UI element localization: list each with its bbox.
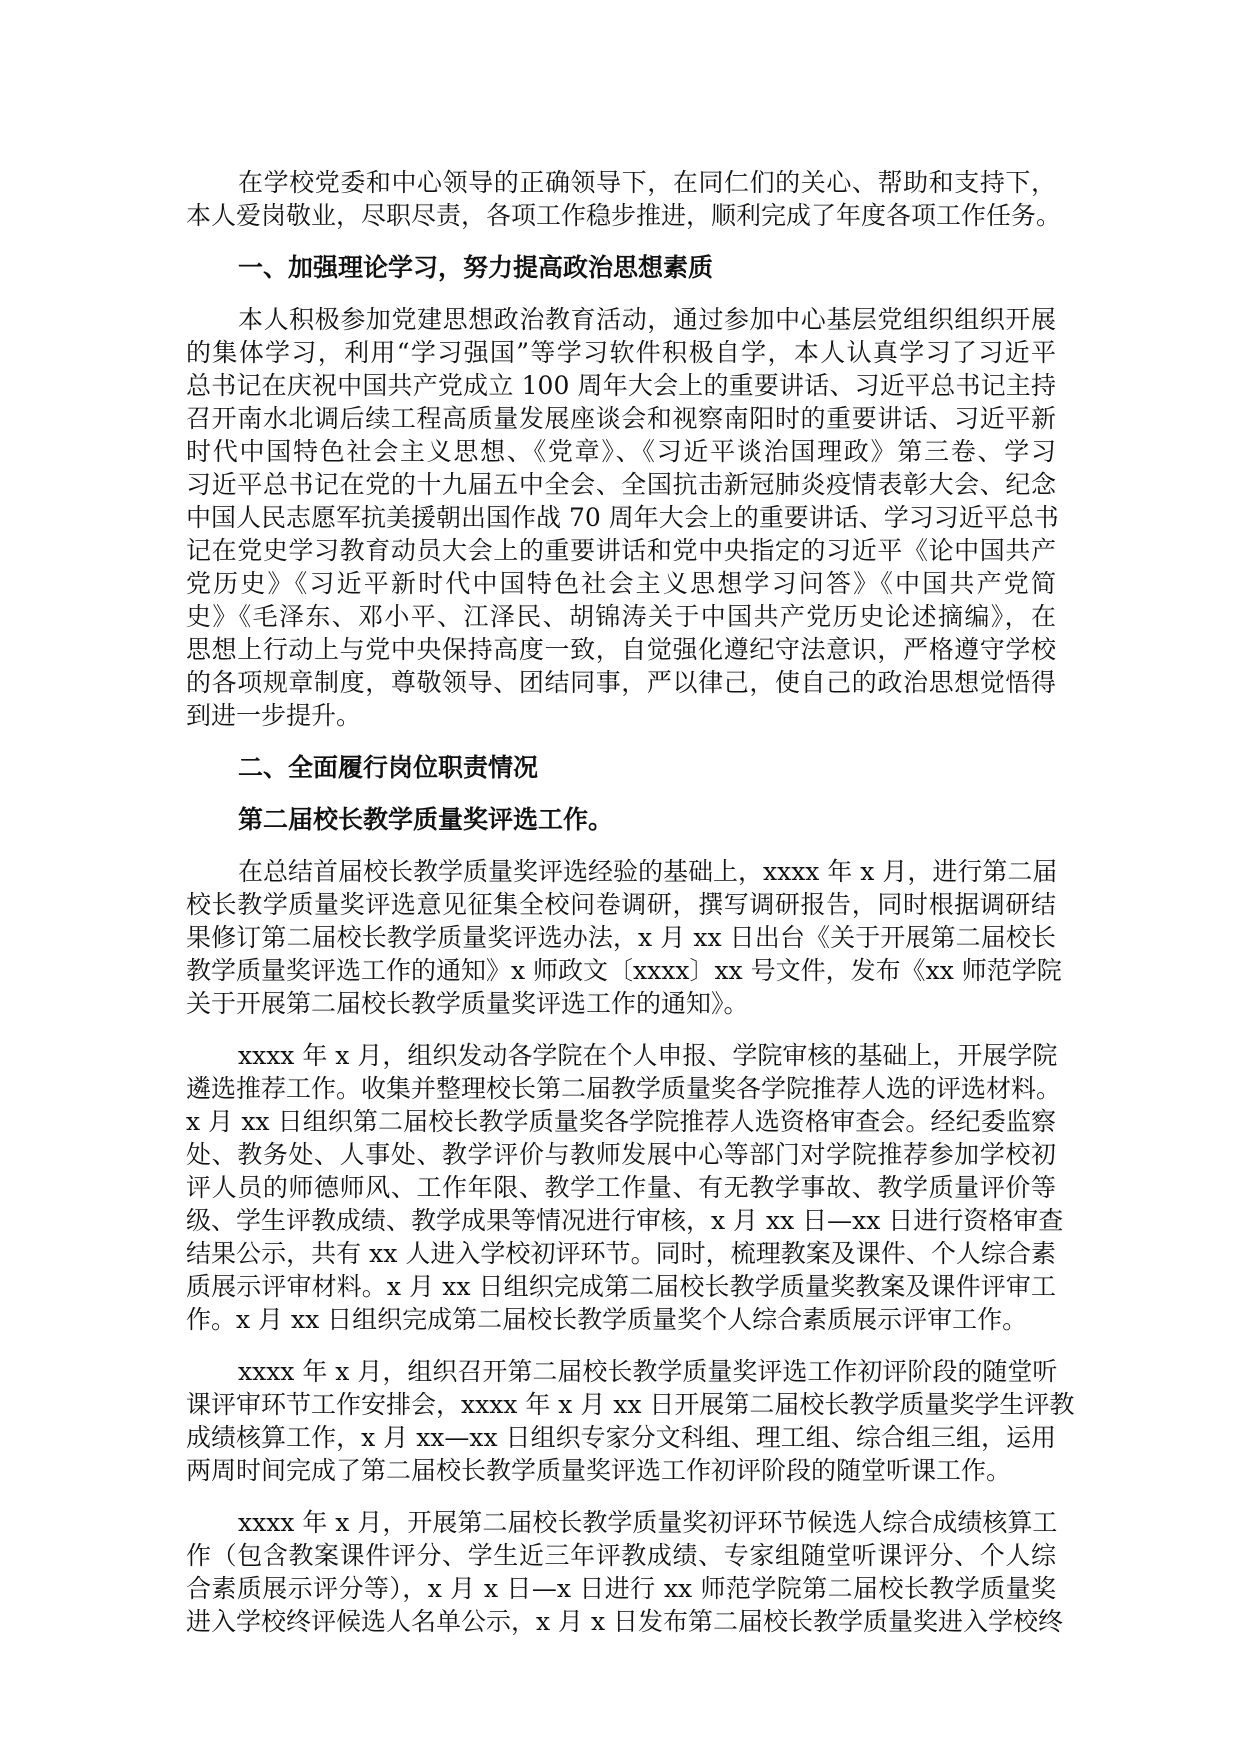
text-line: 时代中国特色社会主义思想、《党章》、《习近平谈治国理政》第三卷、学习: [186, 437, 1056, 466]
text-line: 合素质展示评分等），x 月 x 日—x 日进行 xx 师范学院第二届校长教学质量奖: [186, 1574, 1056, 1603]
text-line: 在总结首届校长教学质量奖评选经验的基础上，xxxx 年 x 月，进行第二届: [238, 857, 1058, 886]
section-1-paragraph: [186, 303, 1059, 732]
text-line: 史》《毛泽东、邓小平、江泽民、胡锦涛关于中国共产党历史论述摘编》，在: [186, 602, 1056, 631]
text-line: 进入学校终评候选人名单公示，x 月 x 日发布第二届校长教学质量奖进入学校终: [186, 1607, 1064, 1636]
text-line: xxxx 年 x 月，组织发动各学院在个人申报、学院审核的基础上，开展学院: [238, 1041, 1058, 1070]
text-line: 习近平总书记在党的十九届五中全会、全国抗击新冠肺炎疫情表彰大会、纪念: [186, 470, 1056, 499]
section-1-heading: 一、加强理论学习，努力提高政治思想素质: [238, 253, 714, 282]
text-line: 作。x 月 xx 日组织完成第二届校长教学质量奖个人综合素质展示评审工作。: [186, 1305, 1028, 1334]
intro-paragraph: [186, 166, 1062, 232]
text-line: 两周时间完成了第二届校长教学质量奖评选工作初评阶段的随堂听课工作。: [186, 1456, 1012, 1485]
text-line: 校长教学质量奖评选意见征集全校问卷调研，撰写调研报告，同时根据调研结: [186, 890, 1056, 919]
text-line: 果修订第二届校长教学质量奖评选办法，x 月 xx 日出台《关于开展第二届校长: [186, 923, 1056, 952]
section-2-paragraph-2: [186, 1039, 1064, 1336]
document-page: [186, 166, 1075, 1657]
text-line: 思想上行动上与党中央保持高度一致，自觉强化遵纪守法意识，严格遵守学校: [186, 635, 1056, 664]
text-line: 中国人民志愿军抗美援朝出国作战 70 周年大会上的重要讲话、学习习近平总书: [186, 503, 1059, 532]
text-line: x 月 xx 日组织第二届校长教学质量奖各学院推荐人选资格审查会。经纪委监察: [186, 1107, 1056, 1136]
text-line: 课评审环节工作安排会，xxxx 年 x 月 xx 日开展第二届校长教学质量奖学生评教: [186, 1390, 1075, 1419]
text-line: 级、学生评教成绩、教学成果等情况进行审核，x 月 xx 日—xx 日进行资格审查: [186, 1206, 1064, 1235]
text-line: 记在党史学习教育动员大会上的重要讲话和党中央指定的习近平《论中国共产: [186, 536, 1056, 565]
text-line: 教学质量奖评选工作的通知》x 师政文〔xxxx〕xx 号文件，发布《xx 师范学院: [186, 956, 1062, 985]
text-line: xxxx 年 x 月，组织召开第二届校长教学质量奖评选工作初评阶段的随堂听: [238, 1357, 1058, 1386]
text-line: 的集体学习，利用“学习强国”等学习软件积极自学，本人认真学习了习近平: [186, 338, 1056, 367]
text-line: 到进一步提升。: [186, 701, 362, 730]
text-line: 关于开展第二届校长教学质量奖评选工作的通知》。: [186, 989, 749, 1018]
text-line: 党历史》《习近平新时代中国特色社会主义思想学习问答》《中国共产党简: [186, 569, 1056, 598]
text-line: 处、教务处、人事处、教学评价与教师发展中心等部门对学院推荐参加学校初: [186, 1140, 1056, 1169]
text-line: 结果公示，共有 xx 人进入学校初评环节。同时，梳理教案及课件、个人综合素: [186, 1239, 1056, 1268]
text-line: 本人积极参加党建思想政治教育活动，通过参加中心基层党组织组织开展: [238, 305, 1056, 334]
text-line: 成绩核算工作，x 月 xx—xx 日组织专家分文科组、理工组、综合组三组，运用: [186, 1423, 1056, 1452]
text-line: 总书记在庆祝中国共产党成立 100 周年大会上的重要讲话、习近平总书记主持: [186, 371, 1056, 400]
text-line: 评人员的师德师风、工作年限、教学工作量、有无教学事故、教学质量评价等: [186, 1173, 1056, 1202]
text-line: 本人爱岗敬业，尽职尽责，各项工作稳步推进，顺利完成了年度各项工作任务。: [186, 201, 1062, 230]
section-2-paragraph-3: [186, 1355, 1075, 1487]
section-2-heading: 二、全面履行岗位职责情况: [238, 753, 539, 782]
text-line: 在学校党委和中心领导的正确领导下，在同仁们的关心、帮助和支持下，: [238, 168, 1056, 197]
text-line: 作（包含教案课件评分、学生近三年评教成绩、专家组随堂听课评分、个人综: [186, 1541, 1056, 1570]
section-2-paragraph-4: [186, 1506, 1064, 1638]
text-line: 的各项规章制度，尊敬领导、团结同事，严以律己，使自己的政治思想觉悟得: [186, 668, 1056, 697]
section-2-subheading: 第二届校长教学质量奖评选工作。: [238, 805, 614, 834]
section-2-paragraph-1: [186, 855, 1062, 1020]
text-line: 召开南水北调后续工程高质量发展座谈会和视察南阳时的重要讲话、习近平新: [186, 404, 1056, 433]
text-line: xxxx 年 x 月，开展第二届校长教学质量奖初评环节候选人综合成绩核算工: [238, 1508, 1058, 1537]
text-line: 遴选推荐工作。收集并整理校长第二届教学质量奖各学院推荐人选的评选材料。: [186, 1074, 1062, 1103]
text-line: 质展示评审材料。x 月 xx 日组织完成第二届校长教学质量奖教案及课件评审工: [186, 1272, 1057, 1301]
